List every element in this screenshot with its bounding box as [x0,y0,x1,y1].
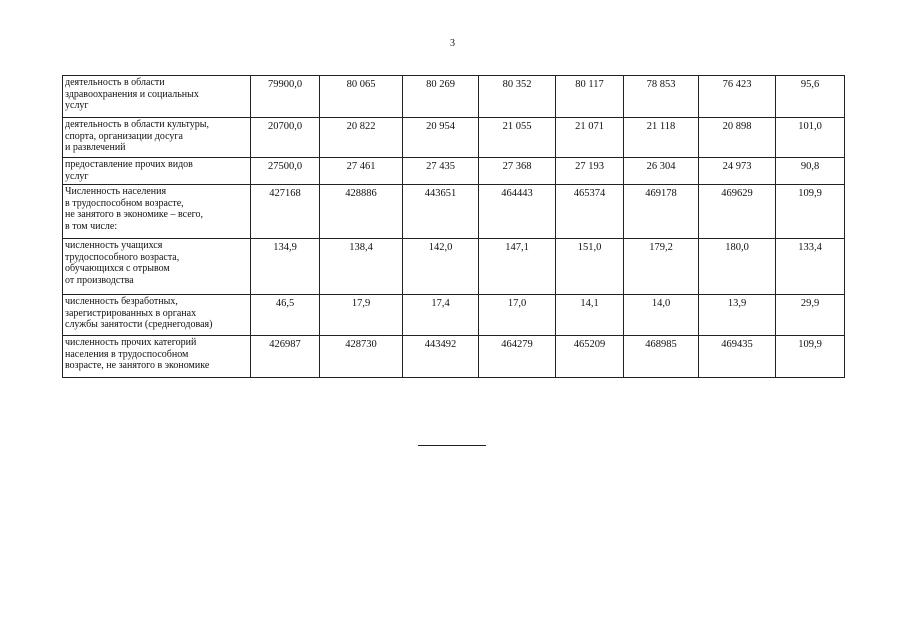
table-cell: 80 269 [403,76,479,118]
table-cell: 14,0 [624,295,699,336]
table-cell: 464279 [479,336,556,378]
table-cell: 21 055 [479,118,556,158]
table-cell: 134,9 [251,239,320,295]
table-cell: 80 352 [479,76,556,118]
table-cell: 109,9 [776,185,845,239]
table-cell: 80 065 [320,76,403,118]
row-label: численность безработных, зарегистрированных в органах службы занятости (среднегодовая) [63,295,251,336]
table-cell: 426987 [251,336,320,378]
table-cell: 20 954 [403,118,479,158]
table-cell: 465209 [556,336,624,378]
table-cell: 76 423 [699,76,776,118]
end-of-page-divider [418,445,486,446]
row-label: предоставление прочих видов услуг [63,158,251,185]
table-cell: 17,4 [403,295,479,336]
row-label: деятельность в области здравоохранения и социальных услуг [63,76,251,118]
table-row [63,185,845,239]
table-row [63,295,845,336]
table-cell: 147,1 [479,239,556,295]
table-cell: 26 304 [624,158,699,185]
table-cell: 101,0 [776,118,845,158]
table-cell: 109,9 [776,336,845,378]
table-cell: 469435 [699,336,776,378]
page-number: 3 [450,38,455,49]
table-cell: 428886 [320,185,403,239]
row-label: Численность населения в трудоспособном возрасте, не занятого в экономике – всего, в том числе: [63,185,251,239]
table-cell: 427168 [251,185,320,239]
table-cell: 469629 [699,185,776,239]
table-cell: 21 118 [624,118,699,158]
table-cell: 78 853 [624,76,699,118]
row-label: численность учащихся трудоспособного возраста, обучающихся с отрывом от производства [63,239,251,295]
table-cell: 27500,0 [251,158,320,185]
table-cell: 27 461 [320,158,403,185]
table-cell: 17,0 [479,295,556,336]
table-cell: 464443 [479,185,556,239]
table-cell: 21 071 [556,118,624,158]
table-cell: 151,0 [556,239,624,295]
table-cell: 46,5 [251,295,320,336]
table-cell: 180,0 [699,239,776,295]
table-cell: 80 117 [556,76,624,118]
table-cell: 20 822 [320,118,403,158]
row-label: деятельность в области культуры, спорта, организации досуга и развлечений [63,118,251,158]
table-cell: 465374 [556,185,624,239]
table-body [63,76,845,378]
table-cell: 428730 [320,336,403,378]
table-cell: 14,1 [556,295,624,336]
table-row [63,118,845,158]
table-cell: 468985 [624,336,699,378]
table-cell: 95,6 [776,76,845,118]
table-cell: 133,4 [776,239,845,295]
table-cell: 138,4 [320,239,403,295]
table-cell: 90,8 [776,158,845,185]
table-cell: 142,0 [403,239,479,295]
table-row [63,239,845,295]
table-cell: 27 435 [403,158,479,185]
table-cell: 27 368 [479,158,556,185]
row-label: численность прочих категорий населения в трудоспособном возрасте, не занятого в экономике [63,336,251,378]
table-cell: 443651 [403,185,479,239]
table-cell: 79900,0 [251,76,320,118]
table-cell: 443492 [403,336,479,378]
table-cell: 20700,0 [251,118,320,158]
table-cell: 179,2 [624,239,699,295]
table-row [63,76,845,118]
table-cell: 27 193 [556,158,624,185]
table-cell: 17,9 [320,295,403,336]
table-cell: 13,9 [699,295,776,336]
table-row [63,336,845,378]
table-cell: 24 973 [699,158,776,185]
table-cell: 469178 [624,185,699,239]
table-row [63,158,845,185]
statistics-table [62,75,845,378]
table-cell: 29,9 [776,295,845,336]
table-cell: 20 898 [699,118,776,158]
